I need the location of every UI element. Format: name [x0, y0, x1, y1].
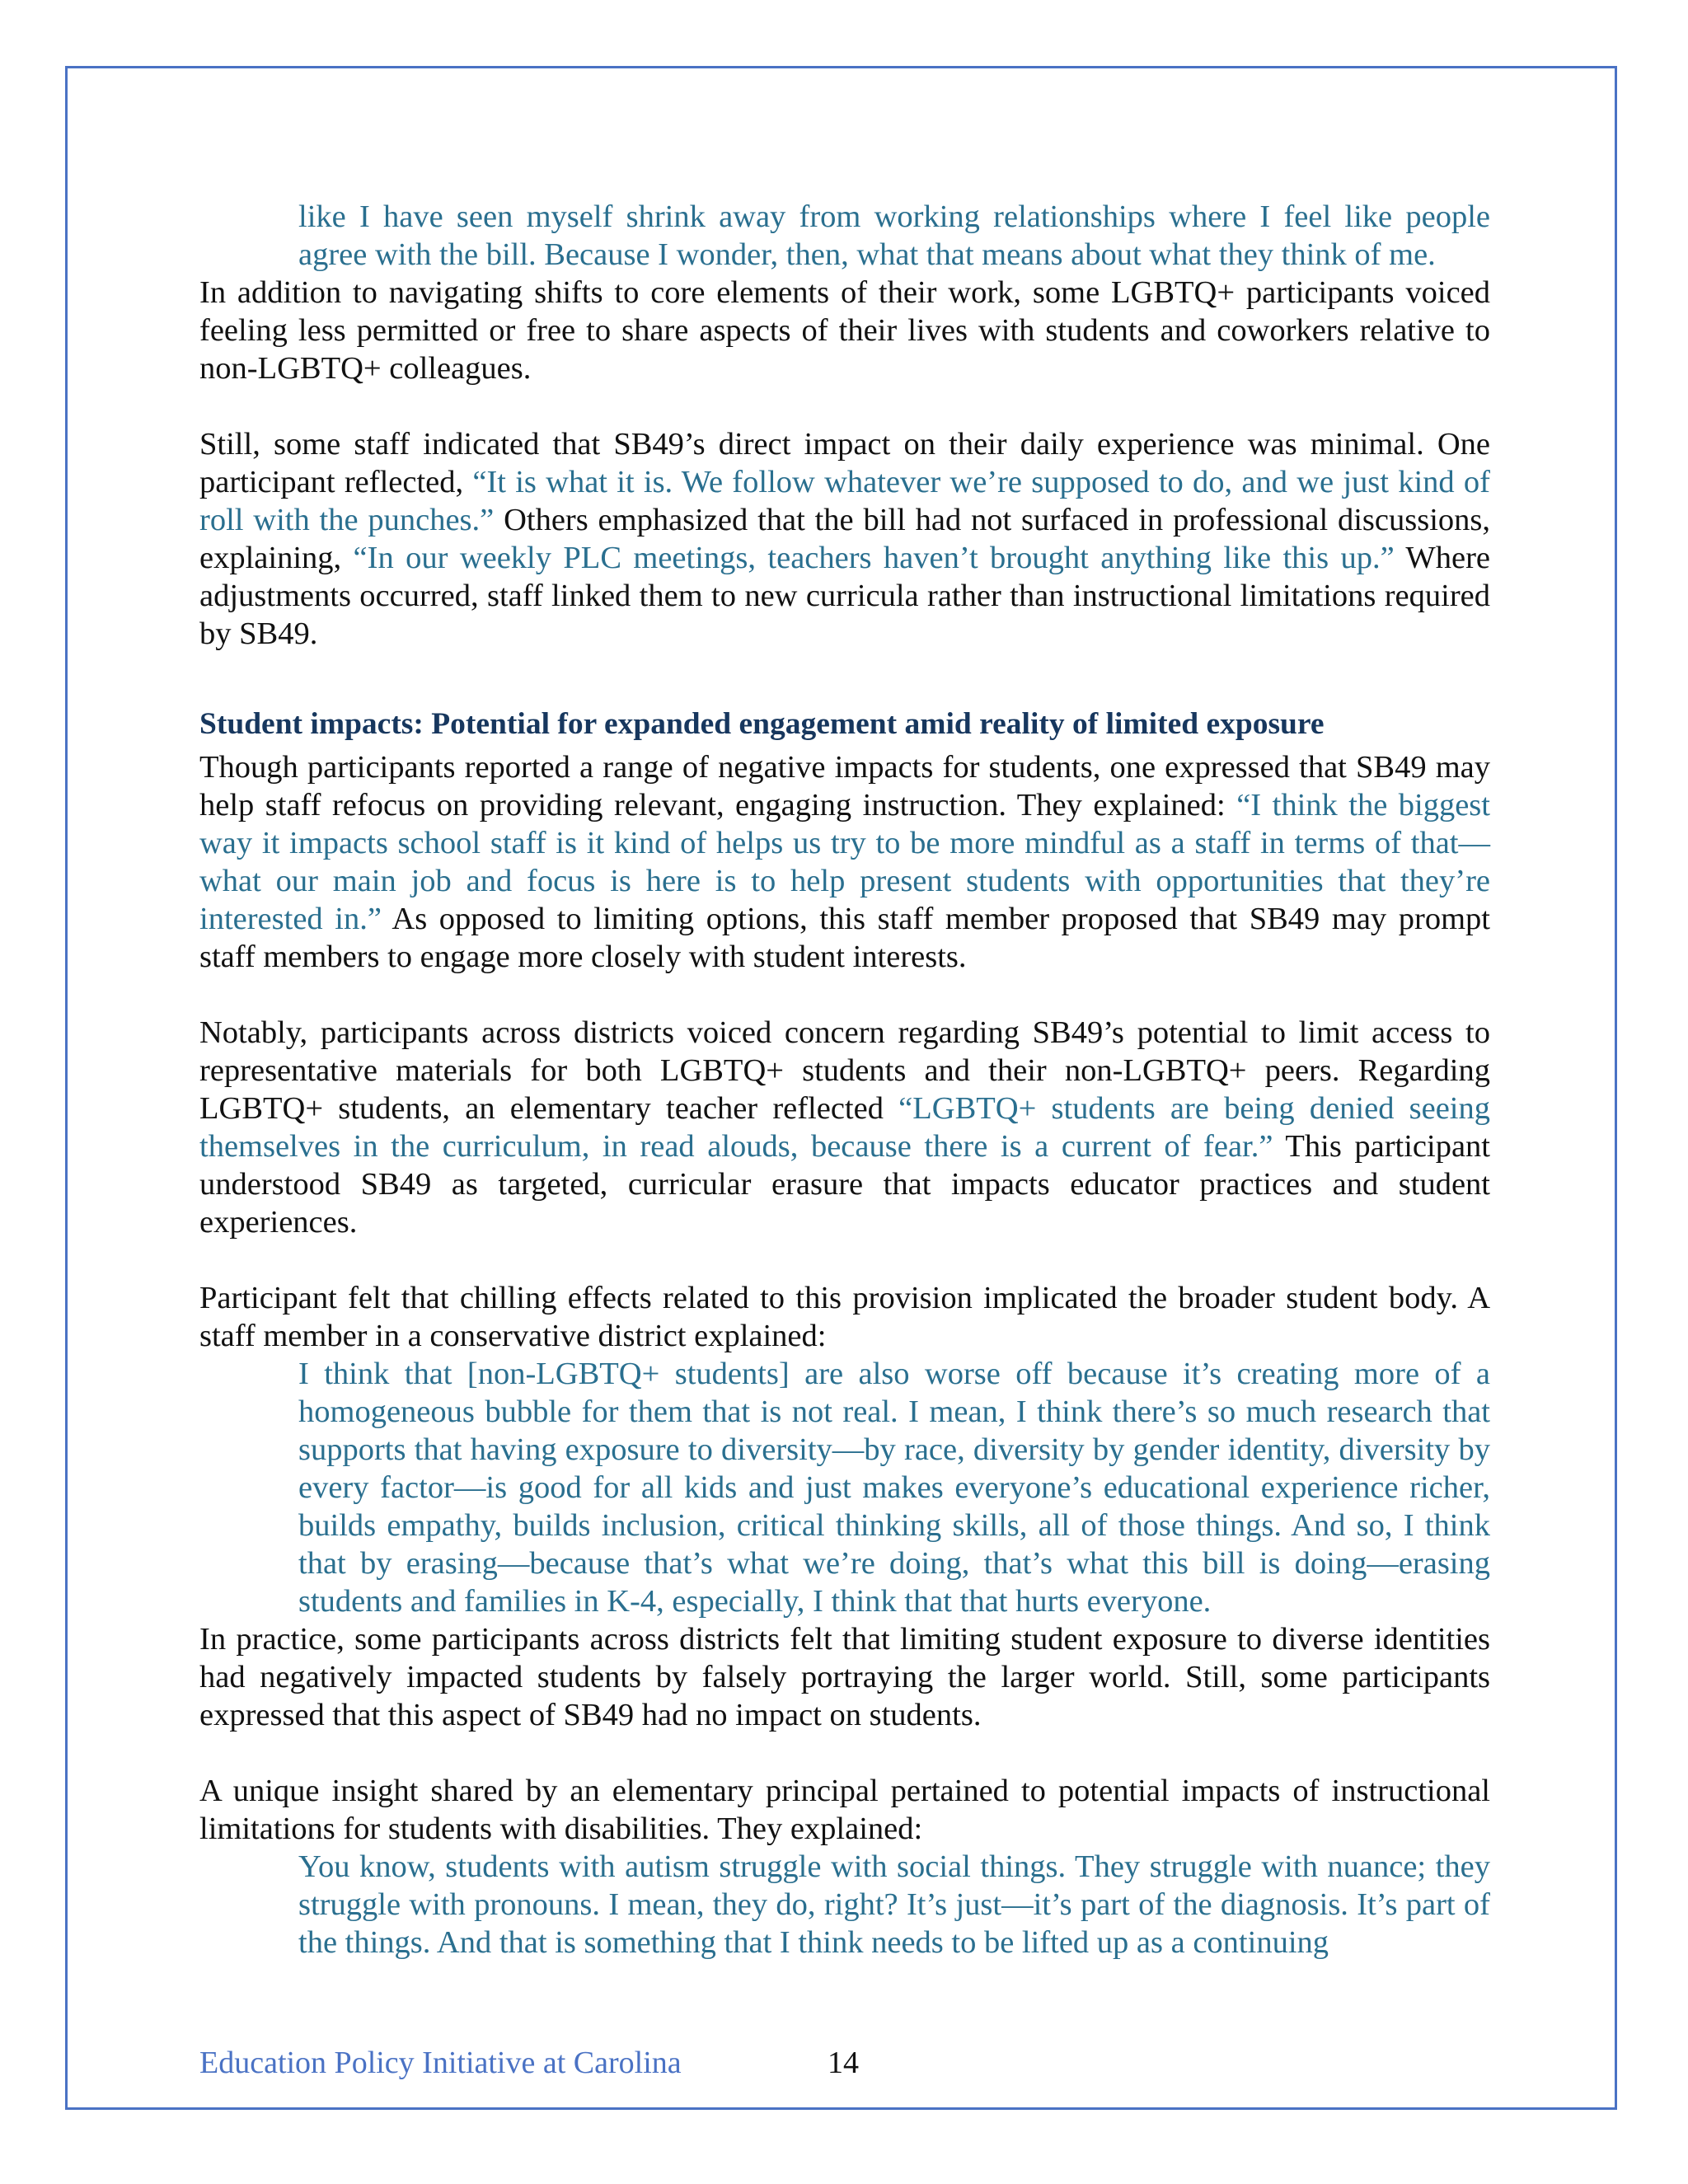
paragraph-7: A unique insight shared by an elementary principal pertained to potential impacts of instructional limitations for students with disabilities. They explained:: [199, 1774, 1490, 1846]
page-number: 14: [828, 2046, 859, 2080]
block-quote-1: like I have seen myself shrink away from working relationships where I feel like people agree with the bill. Because I wonder, then, what that means about what they think of me.: [298, 199, 1490, 272]
paragraph-2: [199, 425, 1490, 653]
paragraph-4-quote: “LGBTQ+ students are being denied seeing themselves in the curriculum, in read alouds, because there is a current of fear.”: [199, 1091, 1491, 1164]
paragraph-4-text-b: This participant understood SB49 as targeted, curricular erasure that impacts educator practices and student experiences.: [199, 1129, 1490, 1240]
paragraph-2-quote-1: “It is what it is. We follow whatever we’re supposed to do, and we just kind of roll with the punches.”: [199, 465, 1490, 537]
paragraph-5: Participant felt that chilling effects related to this provision implicated the broader student body. A staff member in a conservative district explained:: [199, 1281, 1490, 1353]
footer-organization: Education Policy Initiative at Carolina: [199, 2046, 682, 2080]
block-quote-3: You know, students with autism struggle with social things. They struggle with nuance; they struggle with pronouns. I mean, they do, right? It’s just—it’s part of the diagnosis. It’s part of the things. And that is something that I think needs to be lifted up as a continuing: [298, 1849, 1490, 1960]
block-quote-2: I think that [non-LGBTQ+ students] are also worse off because it’s creating more of a homogeneous bubble for them that is not real. I mean, I think there’s so much research that supports that having exposure to diversity—by race, diversity by gender identity, diversity by every factor—is good for all kids and just makes everyone’s educational experience richer, builds empathy, builds inclusion, critical thinking skills, all of those things. And so, I think that by erasing—because that’s what we’re doing, that’s what this bill is doing—erasing students and families in K-4, especially, I think that that hurts everyone.: [298, 1357, 1490, 1619]
paragraph-2-text-b: Others emphasized that the bill had not surfaced in professional discussions, explaining,: [199, 503, 1490, 575]
section-heading: Student impacts: Potential for expanded engagement amid reality of limited exposure: [199, 707, 1325, 741]
paragraph-2-text-c: Where adjustments occurred, staff linked them to new curricula rather than instructional limitations required by SB49.: [199, 541, 1491, 651]
paragraph-4-text-a: Notably, participants across districts voiced concern regarding SB49’s potential to limit access to representative materials for both LGBTQ+ students and their non-LGBTQ+ peers. Regarding LGBTQ+ students, an elementary teacher reflected: [199, 1015, 1490, 1126]
page-footer: [199, 2044, 859, 2082]
paragraph-1: In addition to navigating shifts to core elements of their work, some LGBTQ+ participants voiced feeling less permitted or free to share aspects of their lives with students and coworkers relative to non-LGBTQ+ colleagues.: [199, 275, 1490, 386]
paragraph-2-quote-2: “In our weekly PLC meetings, teachers haven’t brought anything like this up.”: [353, 541, 1395, 575]
paragraph-2-text-a: Still, some staff indicated that SB49’s direct impact on their daily experience was minimal. One participant reflected,: [199, 427, 1490, 499]
paragraph-6: In practice, some participants across districts felt that limiting student exposure to diverse identities had negatively impacted students by falsely portraying the larger world. Still, some participants expressed that this aspect of SB49 had no impact on students.: [199, 1622, 1490, 1732]
paragraph-4: [199, 1014, 1490, 1241]
document-body: [199, 198, 1490, 1961]
paragraph-3: [199, 748, 1490, 976]
paragraph-3-quote: “I think the biggest way it impacts school staff is it kind of helps us try to be more mindful as a staff in terms of that—what our main job and focus is here is to help present students with opportunities that they’re interested in.”: [199, 788, 1490, 936]
paragraph-3-text-b: As opposed to limiting options, this staff member proposed that SB49 may prompt staff members to engage more closely with student interests.: [199, 902, 1490, 974]
paragraph-3-text-a: Though participants reported a range of negative impacts for students, one expressed that SB49 may help staff refocus on providing relevant, engaging instruction. They explained:: [199, 750, 1490, 823]
